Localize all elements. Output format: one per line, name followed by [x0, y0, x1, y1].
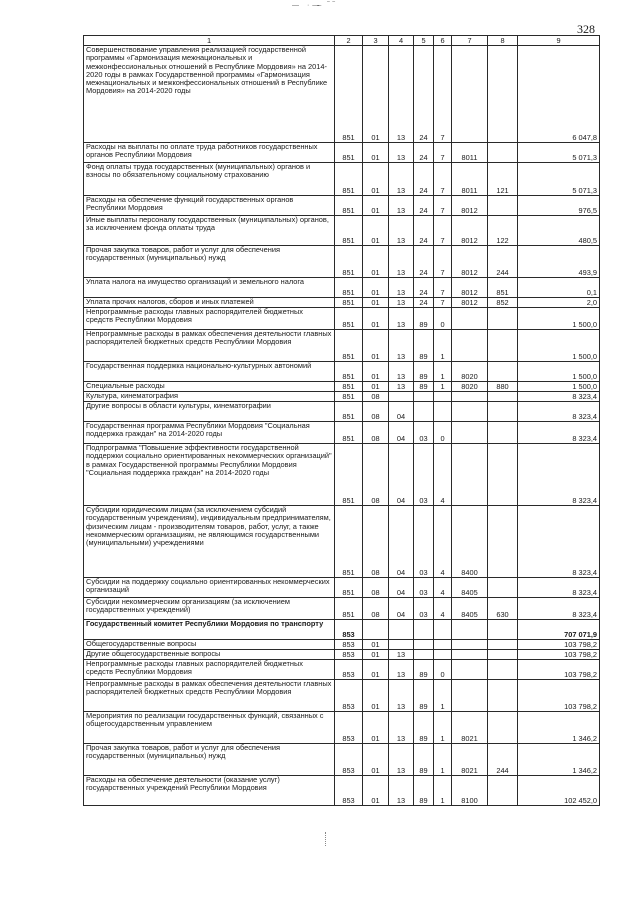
table-row — [84, 402, 600, 422]
row-name: Мероприятия по реализации государственных функций, связанных с общегосударственным управлением — [84, 712, 335, 744]
code-subsection: 13 — [389, 362, 414, 382]
code-subsection: 13 — [389, 680, 414, 712]
code-ministry: 851 — [335, 298, 363, 308]
code-program: 89 — [414, 308, 434, 330]
code-subsection: 04 — [389, 444, 414, 506]
code-ministry: 851 — [335, 382, 363, 392]
code-program: 24 — [414, 46, 434, 143]
code-subsection: 13 — [389, 330, 414, 362]
code-ministry: 853 — [335, 712, 363, 744]
code-program: 89 — [414, 382, 434, 392]
code-subsection: 04 — [389, 422, 414, 444]
code-ministry: 851 — [335, 422, 363, 444]
code-program: 03 — [414, 578, 434, 598]
page-number: 328 — [577, 22, 595, 36]
row-name: Расходы на выплаты по оплате труда работников государственных органов Республики Мордовия — [84, 143, 335, 163]
code-program — [414, 392, 434, 402]
code-program: 89 — [414, 362, 434, 382]
code-subprogram: 0 — [434, 660, 452, 680]
code-target: 8011 — [452, 163, 488, 196]
code-target: 8012 — [452, 196, 488, 216]
code-expense-type — [488, 392, 518, 402]
code-subsection: 13 — [389, 308, 414, 330]
row-sum: 480,5 — [518, 216, 600, 246]
code-target: 8405 — [452, 578, 488, 598]
row-sum: 2,0 — [518, 298, 600, 308]
table-row — [84, 444, 600, 506]
code-expense-type: 122 — [488, 216, 518, 246]
code-target: 8400 — [452, 506, 488, 578]
code-subsection: 04 — [389, 402, 414, 422]
code-subsection: 13 — [389, 278, 414, 298]
row-sum: 8 323,4 — [518, 422, 600, 444]
code-program: 03 — [414, 444, 434, 506]
code-section: 08 — [363, 392, 389, 402]
row-name: Государственная поддержка национально-культурных автономий — [84, 362, 335, 382]
table-row — [84, 506, 600, 578]
code-expense-type: 244 — [488, 246, 518, 278]
row-sum: 102 452,0 — [518, 776, 600, 806]
code-program: 03 — [414, 422, 434, 444]
table-row — [84, 46, 600, 143]
table-row — [84, 776, 600, 806]
code-expense-type — [488, 620, 518, 640]
code-section: 01 — [363, 278, 389, 298]
code-ministry: 853 — [335, 640, 363, 650]
code-target: 8020 — [452, 362, 488, 382]
code-ministry: 851 — [335, 330, 363, 362]
row-name: Субсидии на поддержку социально ориентированных некоммерческих организаций — [84, 578, 335, 598]
code-target — [452, 650, 488, 660]
row-sum: 103 798,2 — [518, 680, 600, 712]
code-section — [363, 620, 389, 640]
code-subsection — [389, 620, 414, 640]
code-expense-type — [488, 578, 518, 598]
code-section: 01 — [363, 196, 389, 216]
code-section: 01 — [363, 163, 389, 196]
code-target: 8021 — [452, 712, 488, 744]
row-name: Непрограммные расходы главных распорядителей бюджетных средств Республики Мордовия — [84, 660, 335, 680]
row-name: Непрограммные расходы в рамках обеспечения деятельности главных распорядителей бюджетных средств Республики Мордовия — [84, 330, 335, 362]
row-sum: 1 500,0 — [518, 362, 600, 382]
code-subsection: 04 — [389, 578, 414, 598]
row-sum: 8 323,4 — [518, 598, 600, 620]
table-row — [84, 216, 600, 246]
code-section: 01 — [363, 640, 389, 650]
code-expense-type — [488, 712, 518, 744]
header-col-4: 4 — [389, 36, 414, 46]
code-expense-type — [488, 196, 518, 216]
code-target — [452, 680, 488, 712]
row-sum: 1 346,2 — [518, 712, 600, 744]
code-subprogram: 7 — [434, 196, 452, 216]
code-subprogram: 7 — [434, 278, 452, 298]
code-subsection: 13 — [389, 744, 414, 776]
code-subprogram: 0 — [434, 422, 452, 444]
header-col-3: 3 — [363, 36, 389, 46]
code-section: 08 — [363, 506, 389, 578]
code-subprogram: 7 — [434, 46, 452, 143]
code-target — [452, 402, 488, 422]
code-subprogram: 4 — [434, 506, 452, 578]
header-row — [84, 36, 600, 46]
code-section: 01 — [363, 362, 389, 382]
row-sum: 5 071,3 — [518, 163, 600, 196]
code-section: 01 — [363, 298, 389, 308]
table-row — [84, 196, 600, 216]
row-sum: 8 323,4 — [518, 402, 600, 422]
code-subprogram: 1 — [434, 362, 452, 382]
code-subprogram: 7 — [434, 246, 452, 278]
row-name: Фонд оплаты труда государственных (муниципальных) органов и взносы по обязательному социальному страхованию — [84, 163, 335, 196]
code-subsection — [389, 392, 414, 402]
table-header — [84, 36, 600, 46]
code-target: 8011 — [452, 143, 488, 163]
code-section: 01 — [363, 382, 389, 392]
header-col-7: 7 — [452, 36, 488, 46]
row-sum: 1 346,2 — [518, 744, 600, 776]
row-name: Специальные расходы — [84, 382, 335, 392]
code-subprogram: 1 — [434, 712, 452, 744]
row-name: Прочая закупка товаров, работ и услуг для обеспечения государственных (муниципальных) нужд — [84, 744, 335, 776]
code-program: 03 — [414, 506, 434, 578]
row-sum: 5 071,3 — [518, 143, 600, 163]
table-row — [84, 163, 600, 196]
code-expense-type: 121 — [488, 163, 518, 196]
code-expense-type — [488, 422, 518, 444]
row-sum: 103 798,2 — [518, 650, 600, 660]
code-target — [452, 620, 488, 640]
code-ministry: 851 — [335, 402, 363, 422]
code-expense-type — [488, 402, 518, 422]
code-ministry: 851 — [335, 246, 363, 278]
code-ministry: 853 — [335, 744, 363, 776]
table-body — [84, 46, 600, 806]
code-subprogram: 0 — [434, 308, 452, 330]
row-sum: 976,5 — [518, 196, 600, 216]
table-row — [84, 744, 600, 776]
code-program — [414, 402, 434, 422]
code-ministry: 851 — [335, 163, 363, 196]
code-expense-type — [488, 650, 518, 660]
code-subprogram: 7 — [434, 143, 452, 163]
code-subsection: 13 — [389, 660, 414, 680]
code-expense-type — [488, 680, 518, 712]
code-subprogram — [434, 402, 452, 422]
row-name: Субсидии некоммерческим организациям (за исключением государственных учреждений) — [84, 598, 335, 620]
row-sum: 1 500,0 — [518, 382, 600, 392]
code-ministry: 853 — [335, 620, 363, 640]
code-expense-type — [488, 640, 518, 650]
code-ministry: 851 — [335, 578, 363, 598]
table-row — [84, 246, 600, 278]
table-row — [84, 578, 600, 598]
table-row — [84, 598, 600, 620]
code-section: 08 — [363, 422, 389, 444]
code-expense-type — [488, 444, 518, 506]
code-expense-type — [488, 776, 518, 806]
table-row — [84, 640, 600, 650]
table-row — [84, 620, 600, 640]
row-sum: 0,1 — [518, 278, 600, 298]
header-col-2: 2 — [335, 36, 363, 46]
code-program: 24 — [414, 298, 434, 308]
code-ministry: 851 — [335, 143, 363, 163]
code-section: 01 — [363, 680, 389, 712]
scan-bottom-mark — [325, 832, 327, 846]
code-section: 01 — [363, 143, 389, 163]
code-subsection: 13 — [389, 776, 414, 806]
table-row — [84, 660, 600, 680]
code-program: 89 — [414, 680, 434, 712]
code-expense-type — [488, 308, 518, 330]
code-subsection: 04 — [389, 506, 414, 578]
code-subprogram — [434, 650, 452, 660]
code-section: 01 — [363, 650, 389, 660]
code-subprogram: 7 — [434, 298, 452, 308]
code-program: 89 — [414, 330, 434, 362]
row-name: Непрограммные расходы главных распорядителей бюджетных средств Республики Мордовия — [84, 308, 335, 330]
table-row — [84, 362, 600, 382]
code-target: 8012 — [452, 298, 488, 308]
code-section: 01 — [363, 660, 389, 680]
row-name: Субсидии юридическим лицам (за исключением субсидий государственным учреждениям), индивидуальным предпринимателям, физическим лицам - производителям товаров, работ, услуг, а также некоммерческим организациям, не являющимся государственными (муниципальными) учреждениями — [84, 506, 335, 578]
code-ministry: 851 — [335, 216, 363, 246]
header-col-9: 9 — [518, 36, 600, 46]
code-expense-type: 852 — [488, 298, 518, 308]
code-ministry: 851 — [335, 308, 363, 330]
row-name: Уплата налога на имущество организаций и земельного налога — [84, 278, 335, 298]
row-sum: 6 047,8 — [518, 46, 600, 143]
code-subsection: 04 — [389, 598, 414, 620]
code-ministry: 853 — [335, 680, 363, 712]
code-ministry: 853 — [335, 650, 363, 660]
code-section: 01 — [363, 330, 389, 362]
code-subsection: 13 — [389, 650, 414, 660]
code-program: 89 — [414, 712, 434, 744]
row-name: Государственный комитет Республики Мордовия по транспорту — [84, 620, 335, 640]
table-row — [84, 712, 600, 744]
code-subsection: 13 — [389, 46, 414, 143]
code-target — [452, 640, 488, 650]
code-expense-type: 630 — [488, 598, 518, 620]
code-program: 24 — [414, 143, 434, 163]
row-sum: 103 798,2 — [518, 640, 600, 650]
row-name: Уплата прочих налогов, сборов и иных платежей — [84, 298, 335, 308]
code-program — [414, 650, 434, 660]
row-sum: 8 323,4 — [518, 506, 600, 578]
code-section: 01 — [363, 776, 389, 806]
code-program: 24 — [414, 246, 434, 278]
code-subsection: 13 — [389, 143, 414, 163]
table-row — [84, 278, 600, 298]
code-section: 01 — [363, 216, 389, 246]
code-target: 8405 — [452, 598, 488, 620]
code-program — [414, 620, 434, 640]
code-subprogram: 7 — [434, 216, 452, 246]
code-section: 01 — [363, 246, 389, 278]
row-sum: 1 500,0 — [518, 308, 600, 330]
code-target: 8100 — [452, 776, 488, 806]
code-expense-type: 244 — [488, 744, 518, 776]
code-subsection: 13 — [389, 382, 414, 392]
code-ministry: 853 — [335, 660, 363, 680]
table-row — [84, 650, 600, 660]
table-row — [84, 143, 600, 163]
code-expense-type: 880 — [488, 382, 518, 392]
table-row — [84, 382, 600, 392]
code-subsection: 13 — [389, 163, 414, 196]
row-name: Общегосударственные вопросы — [84, 640, 335, 650]
row-sum: 1 500,0 — [518, 330, 600, 362]
code-subprogram: 1 — [434, 744, 452, 776]
code-program: 24 — [414, 278, 434, 298]
code-section: 08 — [363, 402, 389, 422]
code-target: 8012 — [452, 278, 488, 298]
code-target: 8020 — [452, 382, 488, 392]
header-col-6: 6 — [434, 36, 452, 46]
table-row — [84, 422, 600, 444]
header-col-8: 8 — [488, 36, 518, 46]
code-subprogram: 4 — [434, 598, 452, 620]
header-col-1: 1 — [84, 36, 335, 46]
code-program: 24 — [414, 163, 434, 196]
code-subprogram: 7 — [434, 163, 452, 196]
code-section: 08 — [363, 598, 389, 620]
code-ministry: 851 — [335, 392, 363, 402]
code-expense-type — [488, 660, 518, 680]
code-subprogram: 1 — [434, 776, 452, 806]
code-subsection: 13 — [389, 712, 414, 744]
code-target: 8012 — [452, 216, 488, 246]
code-target — [452, 308, 488, 330]
code-subsection: 13 — [389, 298, 414, 308]
row-name: Иные выплаты персоналу государственных (муниципальных) органов, за исключением фонда оплаты труда — [84, 216, 335, 246]
row-name: Культура, кинематография — [84, 392, 335, 402]
code-target — [452, 392, 488, 402]
code-subprogram — [434, 392, 452, 402]
code-subprogram — [434, 620, 452, 640]
header-col-5: 5 — [414, 36, 434, 46]
code-target: 8021 — [452, 744, 488, 776]
row-name: Расходы на обеспечение деятельности (оказание услуг) государственных учреждений Республики Мордовия — [84, 776, 335, 806]
code-program: 03 — [414, 598, 434, 620]
table-row — [84, 680, 600, 712]
row-sum: 707 071,9 — [518, 620, 600, 640]
code-program: 24 — [414, 196, 434, 216]
code-ministry: 851 — [335, 506, 363, 578]
code-target — [452, 330, 488, 362]
row-name: Непрограммные расходы в рамках обеспечения деятельности главных распорядителей бюджетных средств Республики Мордовия — [84, 680, 335, 712]
code-target — [452, 660, 488, 680]
code-ministry: 851 — [335, 278, 363, 298]
code-section: 08 — [363, 444, 389, 506]
row-name: Подпрограмма "Повышение эффективности государственной поддержки социально ориентированных некоммерческих организаций" в рамках Государственной программы Республики Мордовия "Социальная поддержка граждан" на 2014-2020 годы — [84, 444, 335, 506]
code-expense-type — [488, 330, 518, 362]
code-section: 01 — [363, 308, 389, 330]
code-ministry: 851 — [335, 196, 363, 216]
code-ministry: 851 — [335, 46, 363, 143]
code-subprogram: 4 — [434, 444, 452, 506]
row-name: Прочая закупка товаров, работ и услуг для обеспечения государственных (муниципальных) нужд — [84, 246, 335, 278]
code-subsection: 13 — [389, 246, 414, 278]
row-sum: 8 323,4 — [518, 444, 600, 506]
row-name: Совершенствование управления реализацией государственной программы «Гармонизация межнациональных и межконфессиональных отношений в Республике Мордовия» на 2014-2020 годы в рамках Государственной программы «Гармонизация межнациональных и межконфессиональных отношений в Республике Мордовия» на 2014-2020 годы — [84, 46, 335, 143]
code-expense-type — [488, 362, 518, 382]
code-section: 01 — [363, 46, 389, 143]
row-sum: 103 798,2 — [518, 660, 600, 680]
code-subsection: 13 — [389, 196, 414, 216]
scan-top-mark: — ·—̶ ‾‾ — [292, 2, 338, 9]
code-section: 01 — [363, 712, 389, 744]
code-program: 24 — [414, 216, 434, 246]
code-program: 89 — [414, 744, 434, 776]
code-expense-type — [488, 46, 518, 143]
code-target — [452, 422, 488, 444]
code-expense-type — [488, 143, 518, 163]
table-row — [84, 392, 600, 402]
row-name: Другие общегосударственные вопросы — [84, 650, 335, 660]
code-ministry: 851 — [335, 362, 363, 382]
budget-table — [83, 35, 600, 806]
row-sum: 8 323,4 — [518, 578, 600, 598]
code-subprogram — [434, 640, 452, 650]
code-target — [452, 46, 488, 143]
code-section: 01 — [363, 744, 389, 776]
table-row — [84, 330, 600, 362]
code-program: 89 — [414, 776, 434, 806]
code-subprogram: 1 — [434, 680, 452, 712]
table-row — [84, 308, 600, 330]
code-subsection: 13 — [389, 216, 414, 246]
code-subsection — [389, 640, 414, 650]
code-expense-type — [488, 506, 518, 578]
code-subprogram: 1 — [434, 382, 452, 392]
code-subprogram: 4 — [434, 578, 452, 598]
code-ministry: 851 — [335, 444, 363, 506]
code-expense-type: 851 — [488, 278, 518, 298]
row-name: Расходы на обеспечение функций государственных органов Республики Мордовия — [84, 196, 335, 216]
code-subprogram: 1 — [434, 330, 452, 362]
row-sum: 8 323,4 — [518, 392, 600, 402]
code-section: 08 — [363, 578, 389, 598]
code-ministry: 853 — [335, 776, 363, 806]
code-ministry: 851 — [335, 598, 363, 620]
code-program — [414, 640, 434, 650]
code-target: 8012 — [452, 246, 488, 278]
row-sum: 493,9 — [518, 246, 600, 278]
row-name: Другие вопросы в области культуры, кинематографии — [84, 402, 335, 422]
code-target — [452, 444, 488, 506]
code-program: 89 — [414, 660, 434, 680]
table-row — [84, 298, 600, 308]
row-name: Государственная программа Республики Мордовия "Социальная поддержка граждан" на 2014-2020 годы — [84, 422, 335, 444]
